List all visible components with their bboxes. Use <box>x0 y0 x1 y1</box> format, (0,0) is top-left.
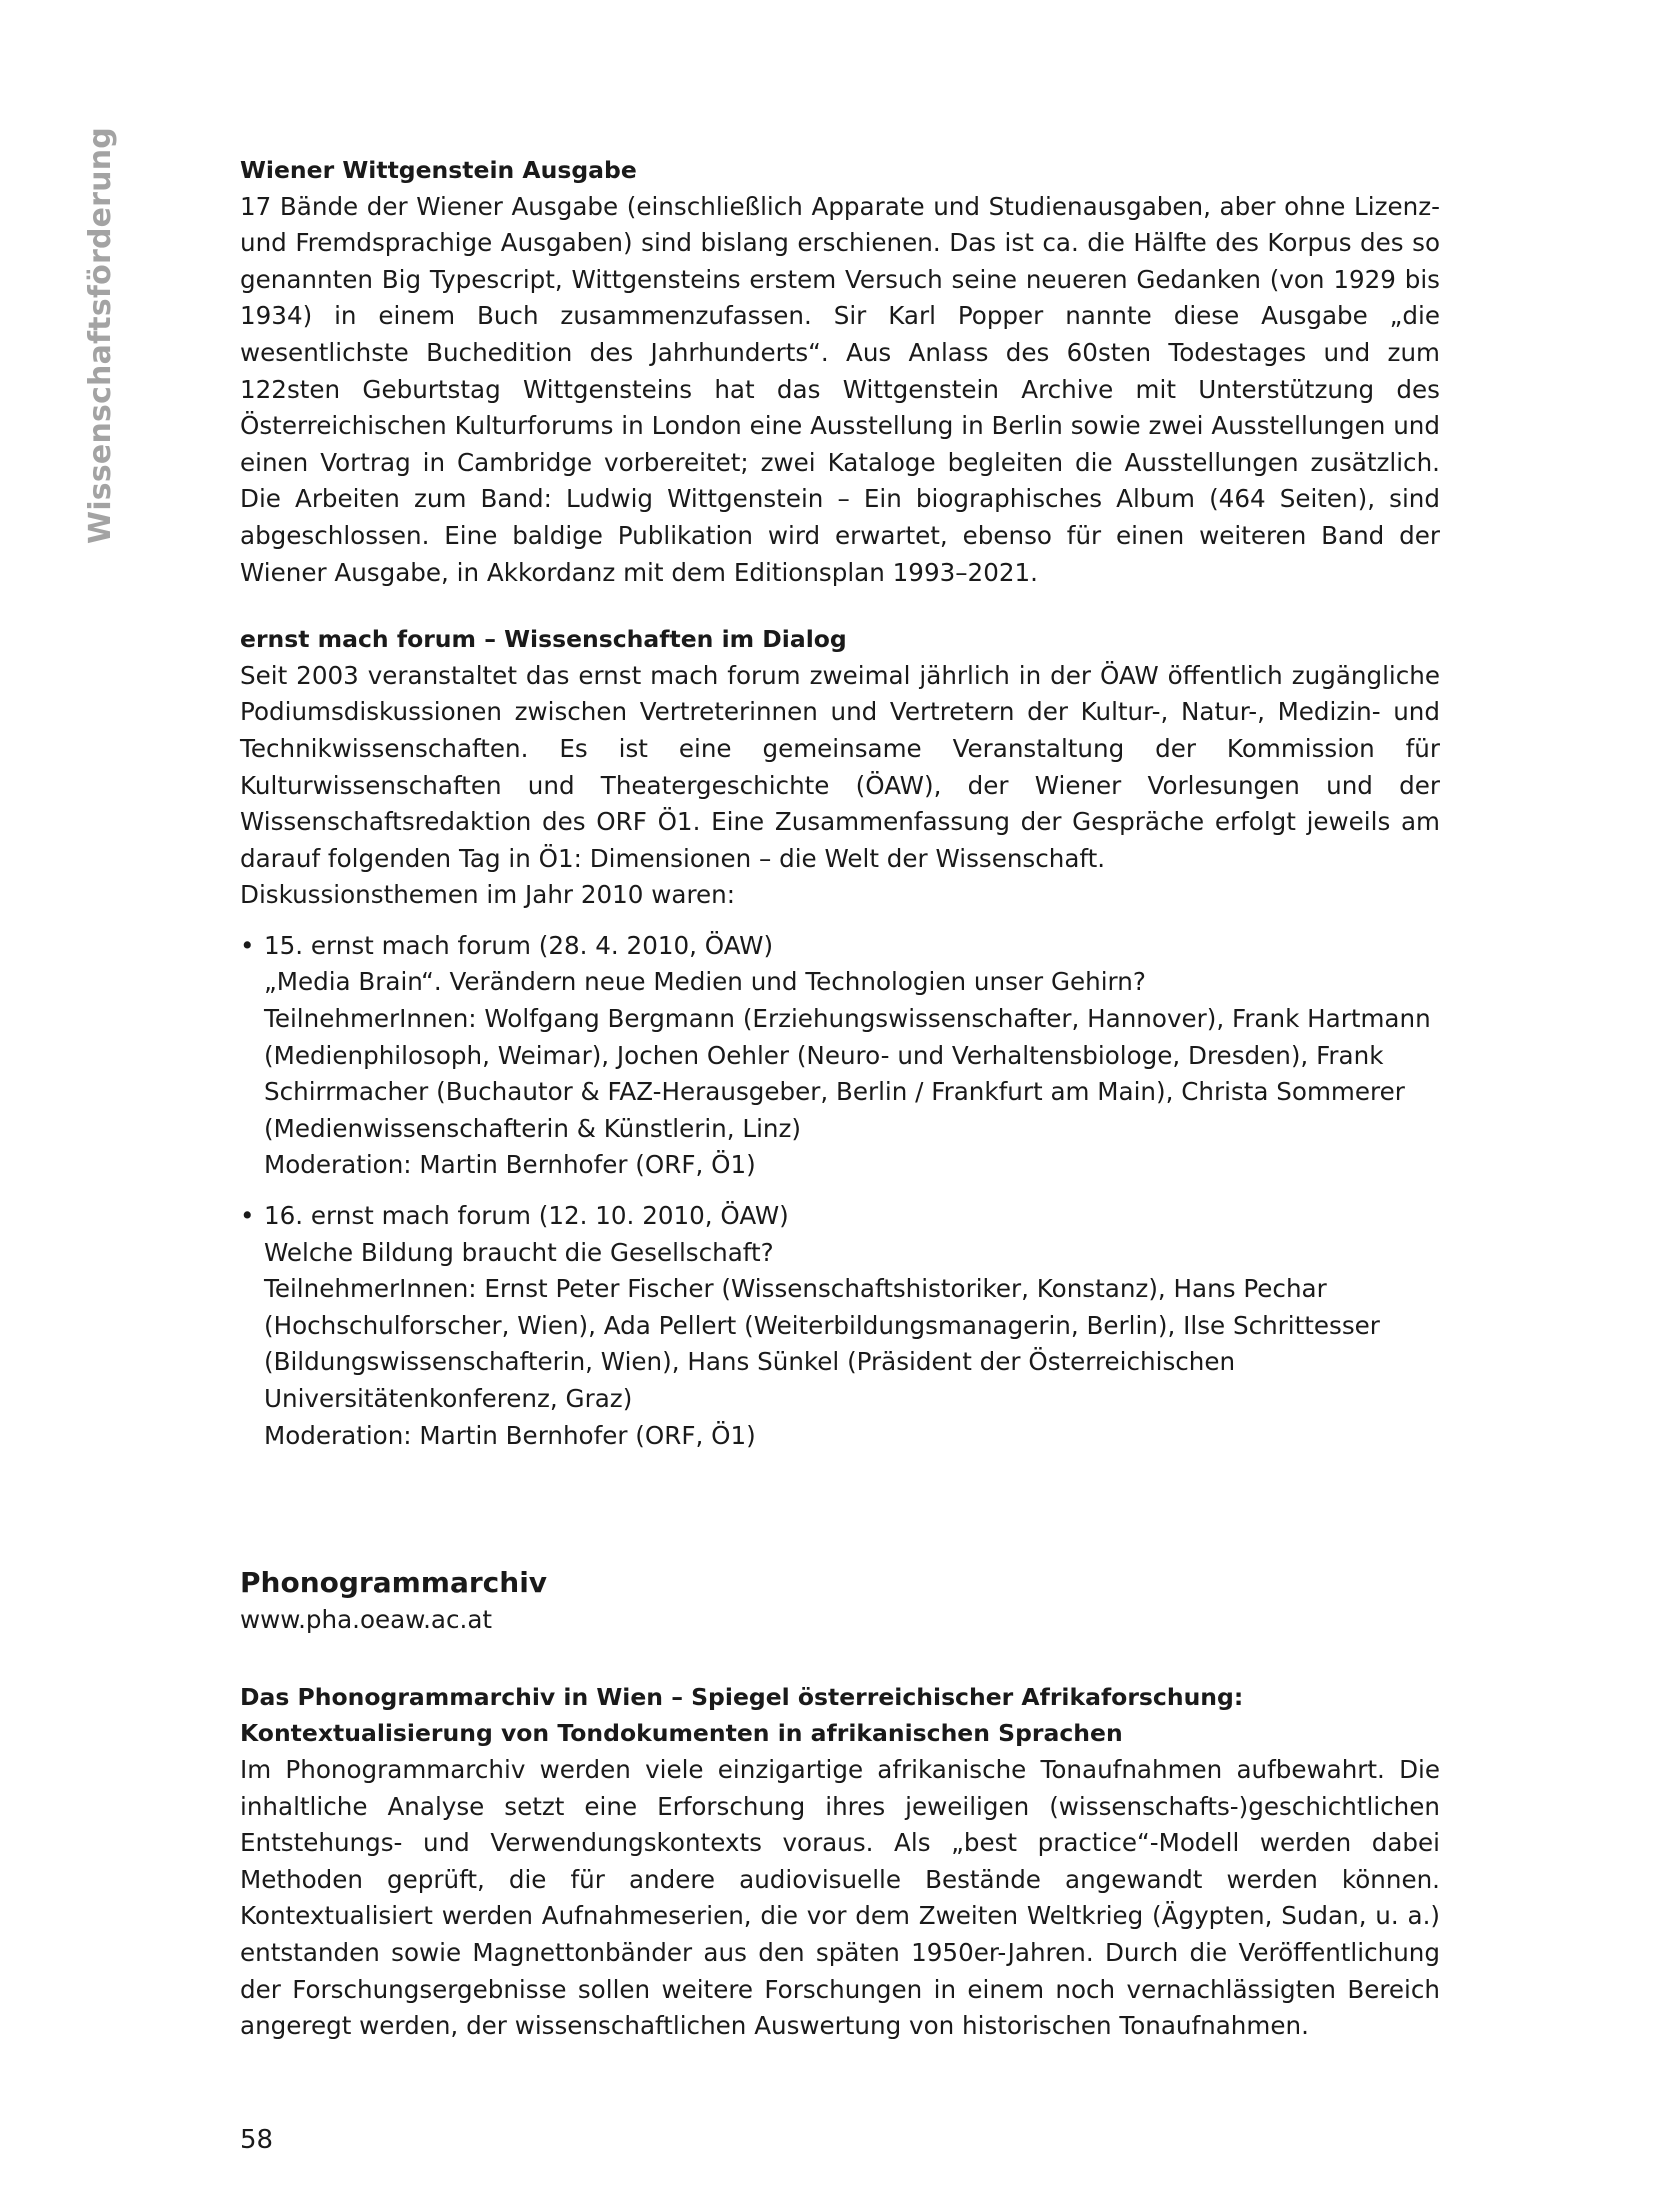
wittgenstein-body: 17 Bände der Wiener Ausgabe (einschließlich Apparate und Studienausgaben, aber ohne Lizenz- und Fremdsprachige Ausgaben) sind bislang erschienen. Das ist ca. die Hälfte des Korpus des so genannten Big Typescript, Wittgensteins erstem Versuch seine neueren Gedanken (von 1929 bis 1934) in einem Buch zusammenzufassen. Sir Karl Popper nannte diese Ausgabe „die wesentlichste Buchedition des Jahrhunderts“. Aus Anlass des 60sten Todestages und zum 122sten Geburtstag Wittgensteins hat das Wittgenstein Archive mit Unterstützung des Österreichischen Kulturforums in London eine Ausstellung in Berlin sowie zwei Ausstellungen und einen Vortrag in Cambridge vorbereitet; zwei Kataloge begleiten die Ausstellungen zusätzlich. Die Arbeiten zum Band: Ludwig Wittgenstein – Ein biographisches Album (464 Seiten), sind abgeschlossen. Eine baldige Publikation wird erwartet, ebenso für einen weiteren Band der Wiener Ausgabe, in Akkordanz mit dem Editionsplan 1993–2021. <box>240 191 1440 587</box>
event-topic: Welche Bildung braucht die Gesellschaft? <box>264 1237 774 1267</box>
page-number: 58 <box>240 2125 274 2155</box>
bullet-icon: • <box>240 1201 255 1231</box>
event-topic: „Media Brain“. Verändern neue Medien und Technologien unser Gehirn? <box>264 967 1146 997</box>
event-title: 15. ernst mach forum (28. 4. 2010, ÖAW) <box>264 930 774 960</box>
bullet-icon: • <box>240 930 255 960</box>
event-item <box>240 1198 1440 1454</box>
ernst-mach-intro: Diskussionsthemen im Jahr 2010 waren: <box>240 880 736 910</box>
phonogramm-body: Im Phonogrammarchiv werden viele einzigartige afrikanische Tonaufnahmen aufbewahrt. Die inhaltliche Analyse setzt eine Erforschung ihres jeweiligen (wissenschafts-)geschichtlichen Entstehungs- und Verwendungskontexts voraus. Als „best practice“-Modell werden dabei Methoden geprüft, die für andere audiovisuelle Bestände angewandt werden können. Kontextualisiert werden Aufnahmeserien, die vor dem Zweiten Weltkrieg (Ägypten, Sudan, u. a.) entstanden sowie Magnettonbänder aus den späten 1950er-Jahren. Durch die Veröffentlichung der Forschungsergebnisse sollen weitere Forschungen in einem noch vernachlässigten Bereich angeregt werden, der wissenschaftlichen Auswertung von historischen Tonaufnahmen. <box>240 1754 1440 2041</box>
page-content <box>240 152 1440 2045</box>
phonogramm-url[interactable]: www.pha.oeaw.ac.at <box>240 1605 493 1635</box>
ernst-mach-heading: ernst mach forum – Wissenschaften im Dialog <box>240 625 847 654</box>
wittgenstein-section <box>240 152 1440 591</box>
event-title: 16. ernst mach forum (12. 10. 2010, ÖAW) <box>264 1201 789 1231</box>
phonogramm-subheading-line1: Das Phonogrammarchiv in Wien – Spiegel österreichischer Afrikaforschung: <box>240 1682 1244 1711</box>
event-participants: TeilnehmerInnen: Ernst Peter Fischer (Wissenschaftshistoriker, Konstanz), Hans Pechar (Hochschulforscher, Wien), Ada Pellert (Weiterbildungsmanagerin, Berlin), Ilse Schrittesser (Bildungswissenschafterin, Wien), Hans Sünkel (Präsident der Österreichischen Universitätenkonferenz, Graz) <box>264 1274 1380 1413</box>
section-side-tab-label: Wissenschaftsförderung <box>82 126 118 544</box>
event-moderation: Moderation: Martin Bernhofer (ORF, Ö1) <box>264 1420 756 1450</box>
ernst-mach-section <box>240 621 1440 1454</box>
wittgenstein-heading: Wiener Wittgenstein Ausgabe <box>240 156 637 184</box>
event-item <box>240 928 1440 1184</box>
section-side-tab <box>74 126 126 544</box>
event-list <box>240 928 1440 1454</box>
event-participants: TeilnehmerInnen: Wolfgang Bergmann (Erziehungswissenschafter, Hannover), Frank Hartmann (Medienphilosoph, Weimar), Jochen Oehler (Neuro- und Verhaltensbiologe, Dresden), Frank Schirrmacher (Buchautor & FAZ-Herausgeber, Berlin / Frankfurt am Main), Christa Sommerer (Medienwissenschafterin & Künstlerin, Linz) <box>264 1004 1431 1143</box>
ernst-mach-body: Seit 2003 veranstaltet das ernst mach forum zweimal jährlich in der ÖAW öffentlich zugängliche Podiumsdiskussionen zwischen Vertreterinnen und Vertretern der Kultur-, Natur-, Medizin- und Technikwissenschaften. Es ist eine gemeinsame Veranstaltung der Kommission für Kulturwissenschaften und Theatergeschichte (ÖAW), der Wiener Vorlesungen und der Wissenschaftsredaktion des ORF Ö1. Eine Zusammenfassung der Gespräche erfolgt jeweils am darauf folgenden Tag in Ö1: Dimensionen – die Welt der Wissenschaft. <box>240 660 1440 873</box>
phonogramm-heading: Phonogrammarchiv <box>240 1566 548 1600</box>
phonogramm-subheading-line2: Kontextualisierung von Tondokumenten in afrikanischen Sprachen <box>240 1719 1123 1748</box>
event-moderation: Moderation: Martin Bernhofer (ORF, Ö1) <box>264 1150 756 1180</box>
phonogramm-section <box>240 1564 1440 2045</box>
